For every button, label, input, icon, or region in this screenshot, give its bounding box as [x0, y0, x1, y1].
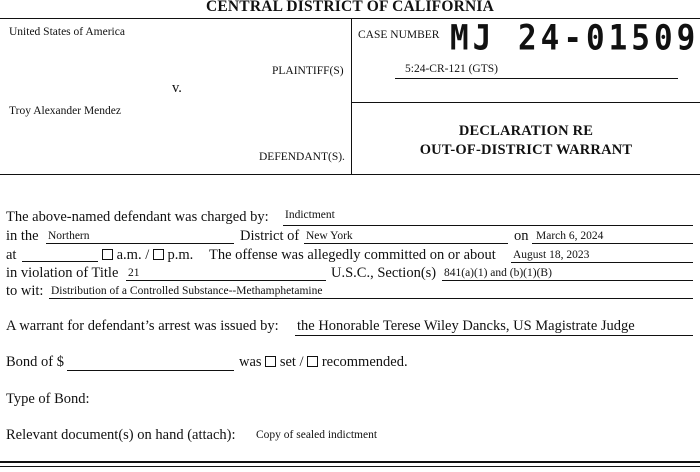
case-number-line	[395, 78, 678, 79]
title-line	[126, 280, 326, 281]
district-state: New York	[306, 230, 353, 242]
time-line	[22, 261, 98, 262]
district-of-label: District of	[240, 228, 300, 244]
case-number-label: CASE NUMBER	[358, 29, 440, 41]
at-label: at	[6, 247, 17, 263]
charged-by-line	[283, 225, 693, 226]
to-wit-label: to wit:	[6, 283, 44, 299]
versus-text: v.	[172, 80, 182, 96]
documents-value: Copy of sealed indictment	[256, 429, 378, 441]
bond-amount-line	[67, 370, 234, 371]
plaintiff-label: PLAINTIFF(S)	[272, 65, 344, 77]
bond-set-label: set /	[279, 354, 304, 370]
offense-date-line	[511, 262, 693, 263]
charge-date-line	[532, 243, 693, 244]
case-number-other: 5:24-CR-121 (GTS)	[405, 63, 498, 75]
declaration-title-1: DECLARATION RE	[458, 123, 594, 139]
defendant-label: DEFENDANT(S).	[259, 151, 345, 163]
caption-bottom-rule	[0, 174, 700, 175]
type-of-bond-label: Type of Bond:	[6, 391, 90, 407]
bond-label: Bond of $	[6, 354, 64, 370]
district-title: CENTRAL DISTRICT OF CALIFORNIA	[205, 0, 495, 15]
warrant-issuer-line	[295, 335, 693, 336]
am-label: a.m. /	[116, 247, 150, 263]
plaintiff-name: United States of America	[9, 26, 125, 38]
district-state-line	[304, 243, 508, 244]
sections-value: 841(a)(1) and (b)(1)(B)	[444, 267, 552, 279]
bond-status-group	[239, 354, 408, 371]
charge-date: March 6, 2024	[536, 230, 604, 242]
case-number-stamp: MJ 24-01509	[450, 18, 700, 59]
on-label: on	[514, 228, 529, 244]
declaration-title-2: OUT-OF-DISTRICT WARRANT	[419, 142, 633, 158]
charged-by-label: The above-named defendant was charged by:	[6, 209, 269, 225]
bond-was-label: was	[239, 354, 262, 370]
case-box-rule	[351, 102, 700, 103]
offense-date: August 18, 2023	[513, 249, 590, 261]
pm-label: p.m.	[167, 247, 194, 263]
district-name: Northern	[48, 230, 90, 242]
pm-checkbox[interactable]	[153, 249, 164, 260]
warrant-issuer: the Honorable Terese Wiley Dancks, US Magistrate Judge	[297, 318, 635, 334]
bottom-rule-2	[0, 466, 700, 467]
charged-by-value: Indictment	[285, 209, 335, 221]
in-the-label: in the	[6, 228, 39, 244]
offense-committed-label: The offense was allegedly committed on or about	[209, 247, 496, 263]
bond-set-checkbox[interactable]	[265, 356, 276, 367]
bond-recommended-checkbox[interactable]	[307, 356, 318, 367]
district-name-line	[46, 243, 234, 244]
title-value: 21	[128, 267, 140, 279]
documents-label: Relevant document(s) on hand (attach):	[6, 427, 236, 443]
warrant-label: A warrant for defendant’s arrest was issued by:	[6, 318, 279, 334]
usc-label: U.S.C., Section(s)	[331, 265, 437, 281]
to-wit-line	[49, 298, 693, 299]
bottom-rule-1	[0, 461, 700, 463]
to-wit-value: Distribution of a Controlled Substance--Methamphetamine	[51, 285, 323, 297]
am-pm-group	[102, 247, 193, 264]
sections-line	[442, 280, 693, 281]
am-checkbox[interactable]	[102, 249, 113, 260]
bond-recommended-label: recommended.	[321, 354, 408, 370]
title-label: in violation of Title	[6, 265, 119, 281]
defendant-name: Troy Alexander Mendez	[9, 105, 121, 117]
